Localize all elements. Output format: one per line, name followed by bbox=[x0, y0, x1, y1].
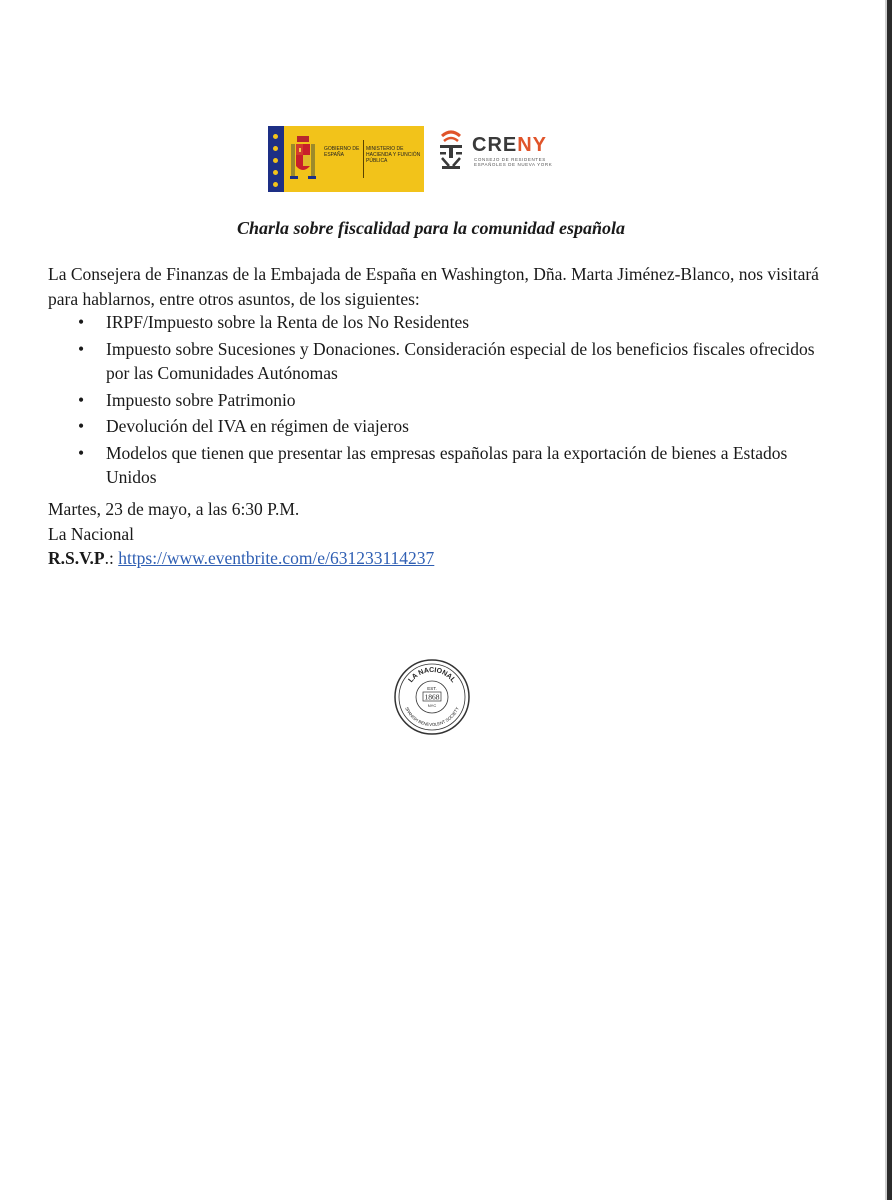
gov-text-gobierno: GOBIERNO DE ESPAÑA bbox=[324, 146, 360, 158]
topics-list bbox=[48, 310, 828, 492]
gobierno-espana-logo bbox=[268, 126, 424, 192]
list-item: • Devolución del IVA en régimen de viajeros bbox=[48, 414, 828, 439]
event-details bbox=[48, 497, 828, 571]
svg-text:SPANISH BENEVOLENT SOCIETY: SPANISH BENEVOLENT SOCIETY bbox=[404, 706, 460, 728]
list-item: • Modelos que tienen que presentar las empresas españolas para la exportación de bienes a Estados Unidos bbox=[78, 442, 788, 487]
rsvp-separator: .: bbox=[104, 548, 119, 568]
bullet-icon: • bbox=[78, 312, 85, 332]
bullet-icon: • bbox=[78, 442, 85, 463]
rsvp-line bbox=[48, 546, 828, 571]
bullet-icon: • bbox=[78, 389, 85, 410]
page-edge bbox=[887, 0, 892, 1200]
list-item: • IRPF/Impuesto sobre la Renta de los No Residentes bbox=[48, 310, 828, 335]
creny-logo bbox=[436, 126, 558, 178]
bullet-icon: • bbox=[78, 338, 85, 359]
gov-divider bbox=[363, 140, 364, 178]
creny-figure-icon bbox=[436, 128, 466, 172]
event-date: Martes, 23 de mayo, a las 6:30 P.M. bbox=[48, 499, 300, 519]
svg-text:NYC: NYC bbox=[427, 703, 437, 708]
coat-of-arms-icon bbox=[288, 134, 318, 184]
creny-wordmark: CRENY bbox=[472, 134, 548, 156]
svg-text:LA NACIONAL: LA NACIONAL bbox=[407, 666, 457, 685]
gov-text-ministerio: MINISTERIO DE HACIENDA Y FUNCIÓN PÚBLICA bbox=[366, 146, 421, 164]
list-item: • Impuesto sobre Patrimonio bbox=[48, 388, 828, 413]
event-venue: La Nacional bbox=[48, 523, 134, 544]
svg-text:1868: 1868 bbox=[424, 692, 440, 702]
rsvp-label: R.S.V.P bbox=[48, 548, 105, 568]
la-nacional-seal bbox=[393, 658, 471, 736]
eu-stripe bbox=[268, 126, 284, 192]
creny-subtitle: CONSEJO DE RESIDENTES ESPAÑOLES DE NUEVA YORK bbox=[474, 157, 553, 167]
rsvp-link[interactable]: https://www.eventbrite.com/e/631233114237 bbox=[118, 548, 435, 568]
svg-text:EST.: EST. bbox=[427, 686, 437, 691]
intro-paragraph: La Consejera de Finanzas de la Embajada de España en Washington, Dña. Marta Jiménez-Blanco, nos visitará para hablarnos, entre otros asuntos, de los siguientes: bbox=[48, 264, 819, 309]
list-item: • Impuesto sobre Sucesiones y Donaciones. Consideración especial de los beneficios fiscales ofrecidos por las Comunidades Autónomas bbox=[78, 338, 815, 383]
bullet-icon: • bbox=[78, 416, 85, 436]
document-title: Charla sobre fiscalidad para la comunidad española bbox=[236, 218, 626, 238]
